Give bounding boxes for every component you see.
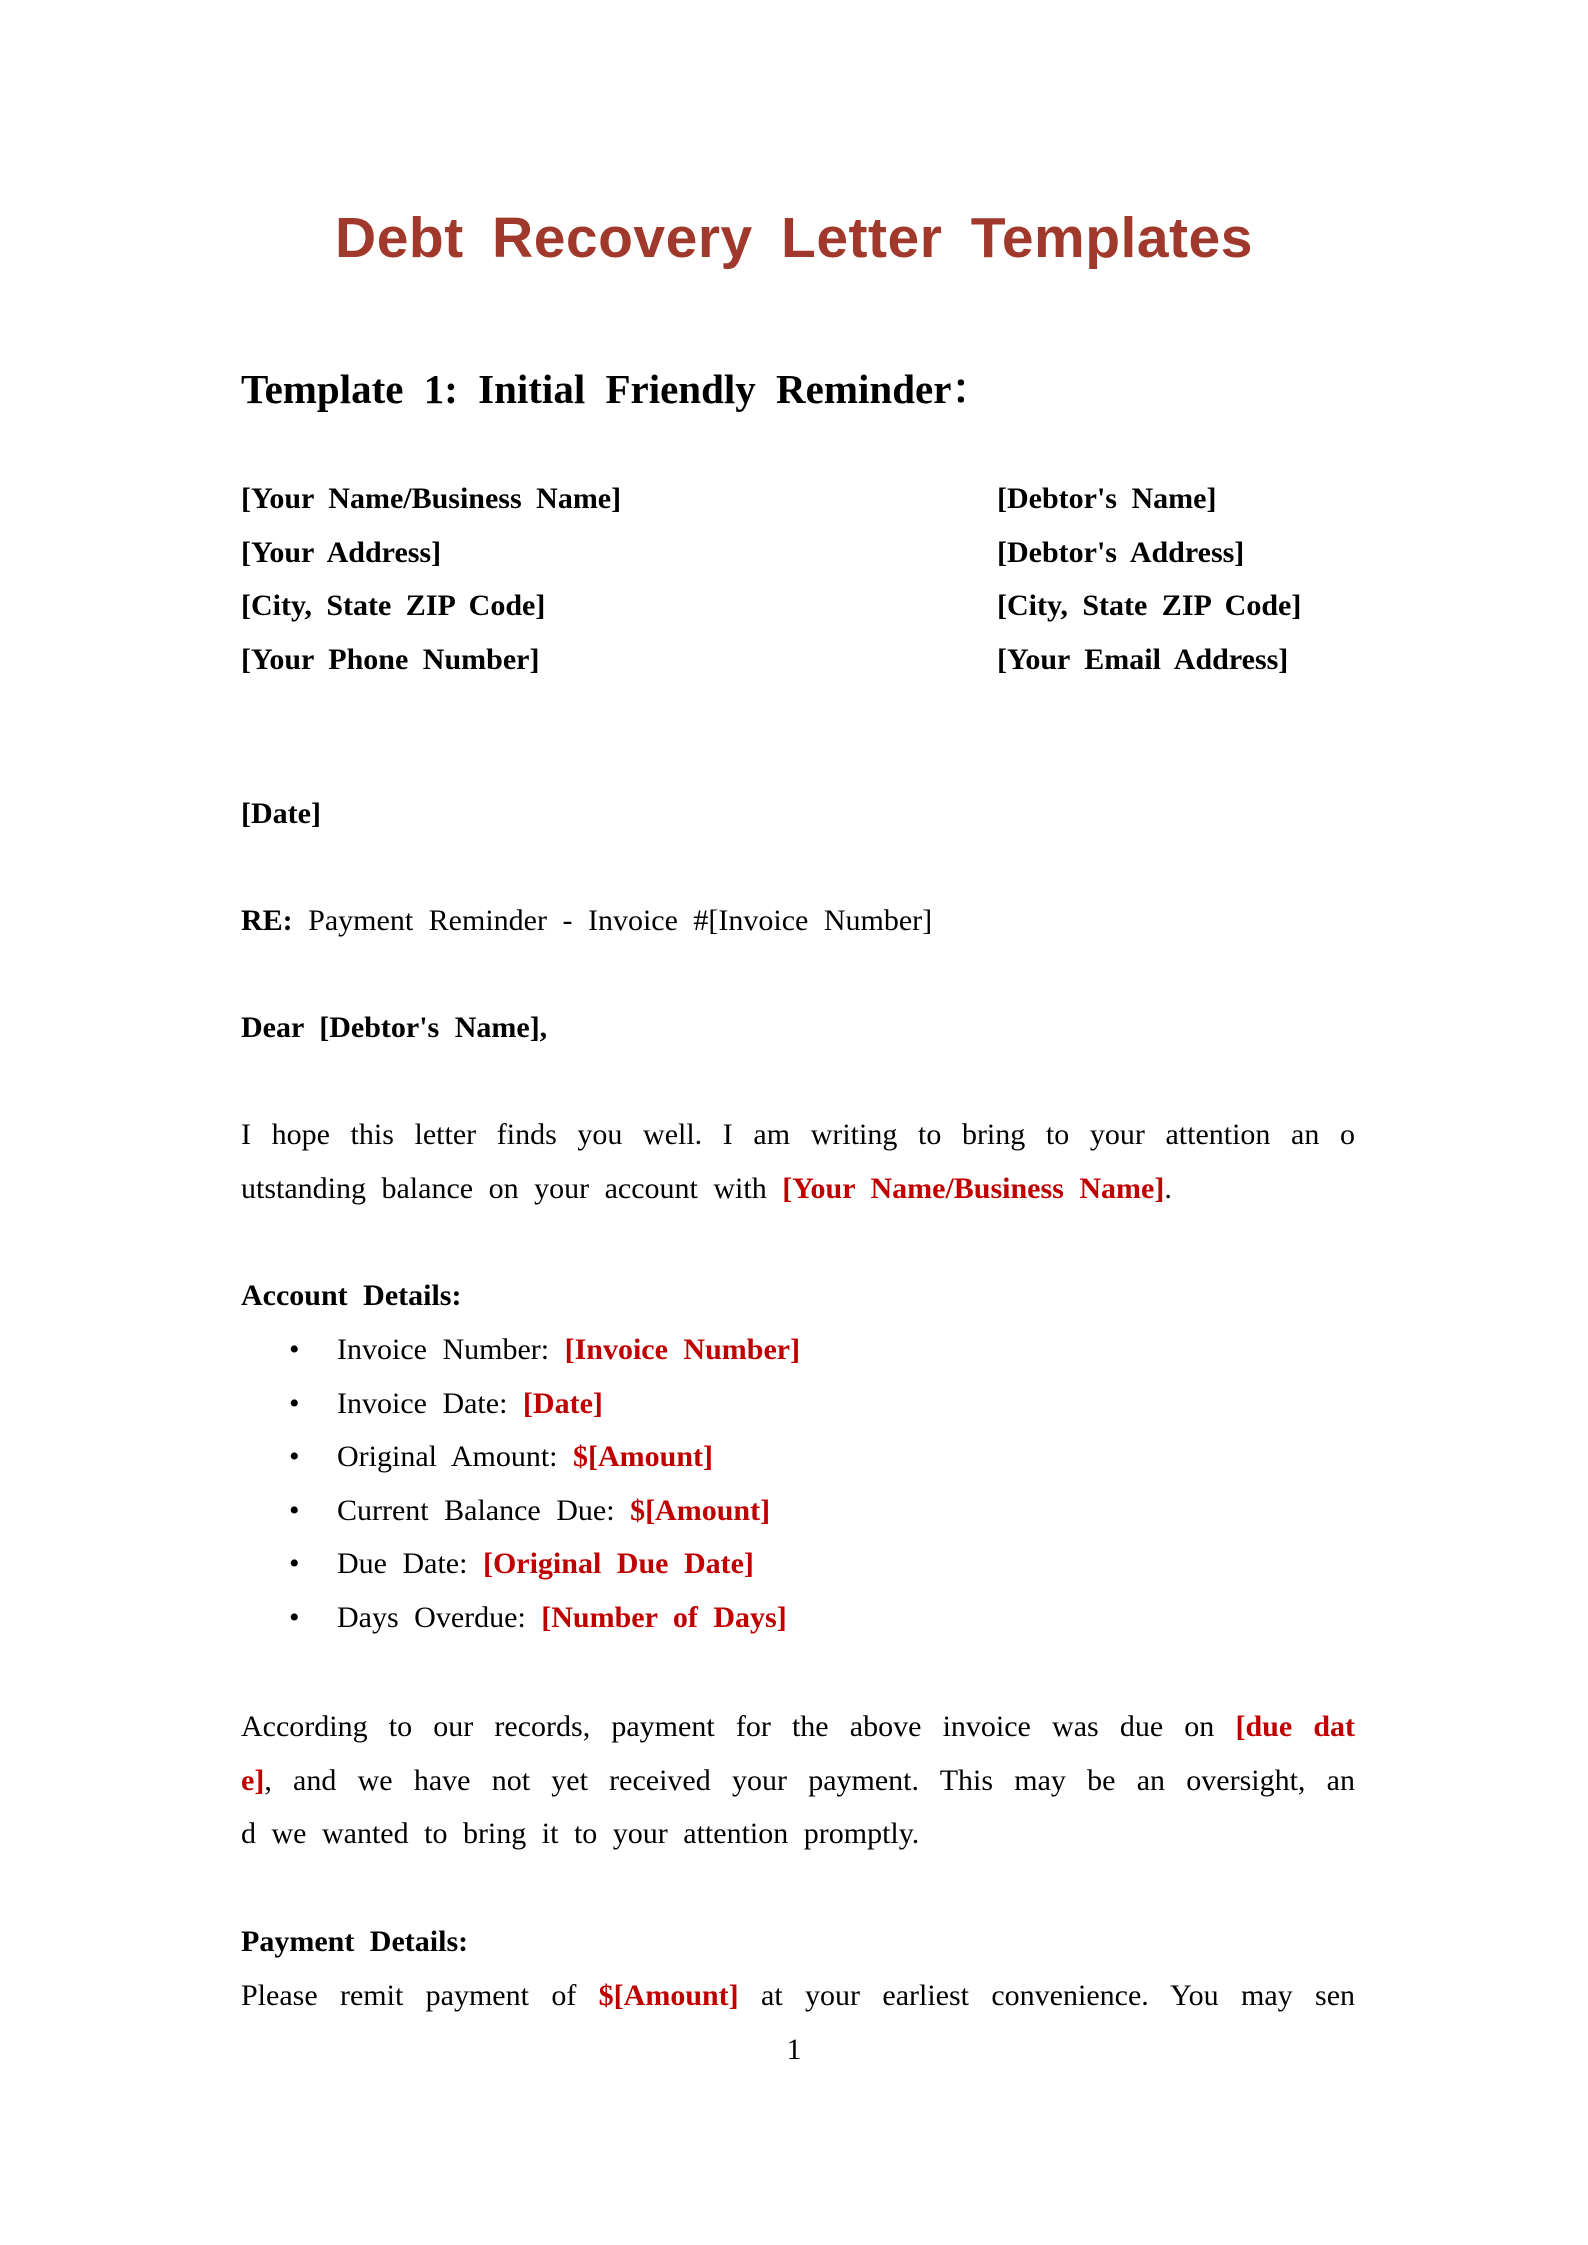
records-paragraph [241,1700,1355,1861]
payment-line-start: Please remit payment of [241,1979,577,2012]
payment-line-1 [241,1969,1355,2023]
salutation: Dear [Debtor's Name], [241,1011,548,1044]
payment-details-heading: Payment Details: [241,1925,469,1958]
intro-line-1: I hope this letter finds you well. I am writing to bring to your attention an o [241,1118,1355,1151]
account-detail-label: Due Date: [337,1547,468,1580]
business-name-placeholder: [Your Name/Business Name] [782,1171,1165,1205]
letter-date: [Date] [241,797,321,830]
payment-amount-placeholder: $[Amount] [598,1979,739,2012]
intro-line-2-end: . [1164,1171,1172,1205]
records-line-1-text: According to our records, payment for the above invoice was due on [241,1710,1215,1743]
bullet-icon: • [289,1386,300,1420]
bullet-icon: • [289,1600,300,1634]
account-detail-value: [Date] [522,1386,603,1420]
account-detail-item [241,1430,800,1484]
sender-name: [Your Name/Business Name] [241,482,622,515]
account-detail-item [241,1537,800,1591]
intro-line-2 [241,1162,1355,1216]
account-detail-value: $[Amount] [573,1440,713,1473]
payment-paragraph [241,1969,1355,2023]
records-line-1 [241,1700,1355,1754]
account-detail-value: $[Amount] [630,1493,771,1527]
bullet-icon: • [289,1440,300,1473]
intro-paragraph [241,1108,1355,1215]
records-line-2 [241,1754,1355,1808]
document-title: Debt Recovery Letter Templates [335,206,1253,270]
account-details-heading: Account Details: [241,1279,462,1312]
recipient-address-block [997,472,1301,686]
account-detail-label: Invoice Date: [337,1386,508,1420]
account-detail-label: Current Balance Due: [337,1493,615,1527]
account-detail-label: Original Amount: [337,1440,558,1473]
records-line-3: d we wanted to bring it to your attention promptly. [241,1817,920,1850]
subject-label: RE: [241,904,293,937]
subject-line [241,894,1355,948]
due-date-placeholder-part-1: [due dat [1235,1710,1355,1743]
sender-city: [City, State ZIP Code] [241,589,546,622]
recipient-name: [Debtor's Name] [997,482,1217,515]
template-heading: Template 1: Initial Friendly Reminder： [241,366,993,412]
page-number: 1 [786,2033,802,2066]
payment-line-end: at your earliest convenience. You may sen [761,1979,1355,2012]
account-detail-item [241,1591,800,1645]
account-detail-item [241,1323,800,1377]
account-detail-value: [Original Due Date] [482,1547,754,1580]
bullet-icon: • [289,1333,300,1366]
account-detail-label: Invoice Number: [337,1333,550,1366]
bullet-icon: • [289,1493,300,1527]
account-detail-value: [Number of Days] [541,1600,787,1634]
sender-address: [Your Address] [241,535,442,569]
intro-line-2-text: utstanding balance on your account with [241,1171,767,1205]
account-detail-item [241,1484,800,1538]
records-line-2-text: , and we have not yet received your payment. This may be an oversight, an [264,1763,1355,1797]
recipient-city: [City, State ZIP Code] [997,589,1302,622]
subject-text: Payment Reminder - Invoice #[Invoice Number] [308,904,933,937]
recipient-email: [Your Email Address] [997,642,1289,676]
recipient-address: [Debtor's Address] [997,535,1245,569]
account-details-list [241,1323,800,1644]
account-detail-label: Days Overdue: [337,1600,526,1634]
bullet-icon: • [289,1547,300,1580]
due-date-placeholder-part-2: e] [241,1763,265,1797]
account-detail-value: [Invoice Number] [564,1333,801,1366]
sender-phone: [Your Phone Number] [241,642,540,676]
account-detail-item [241,1377,800,1431]
sender-address-block [241,472,621,686]
